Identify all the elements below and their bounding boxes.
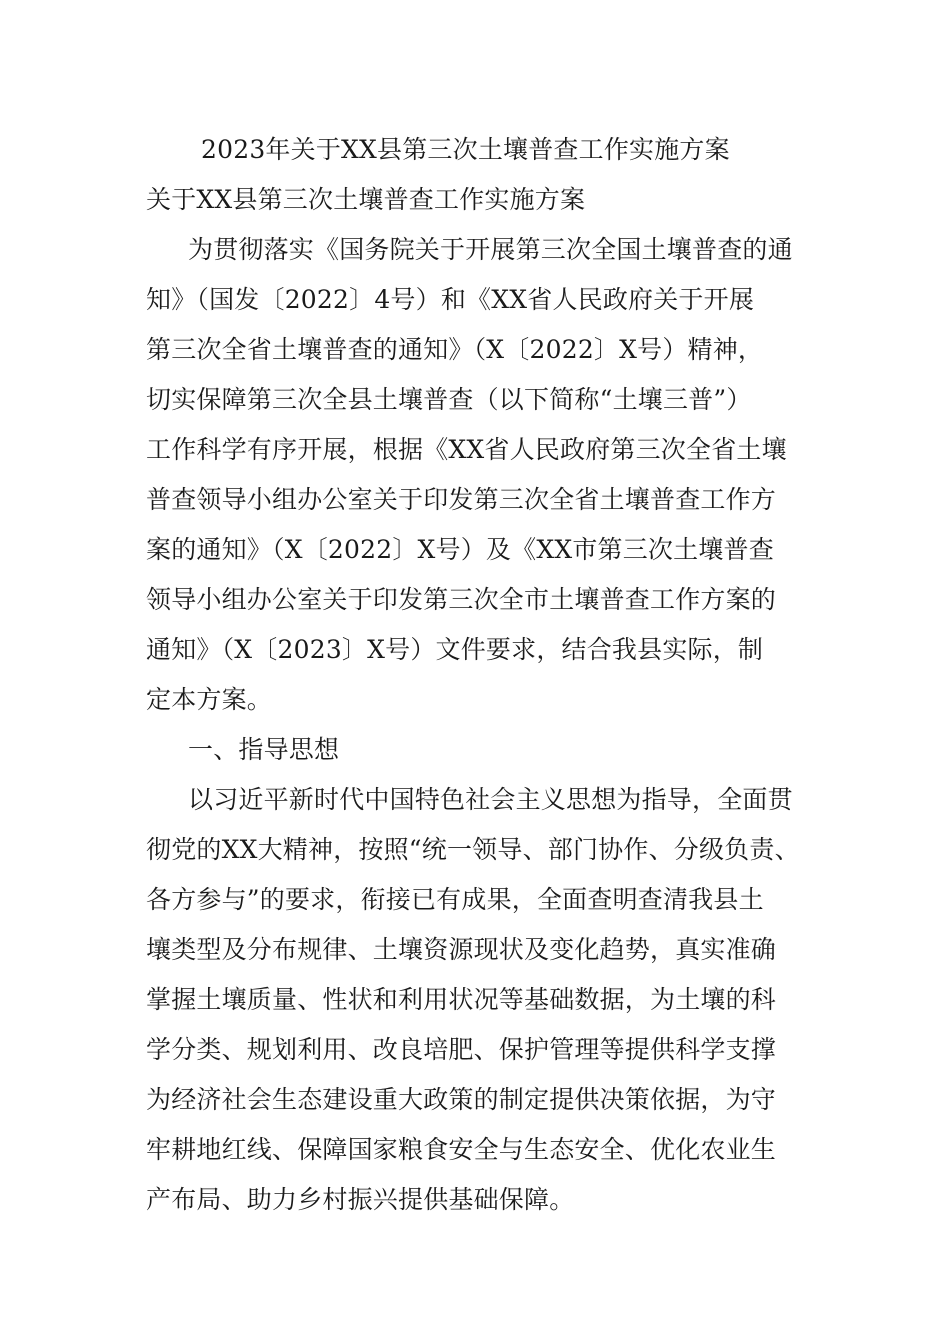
paragraph-line: 以习近平新时代中国特色社会主义思想为指导，全面贯 <box>188 785 793 814</box>
paragraph-line: 领导小组办公室关于印发第三次全市土壤普查工作方案的 <box>146 585 777 614</box>
paragraph-line: 掌握土壤质量、性状和利用状况等基础数据，为土壤的科 <box>146 985 777 1014</box>
paragraph-line: 产布局、助力乡村振兴提供基础保障。 <box>146 1185 575 1214</box>
paragraph-line: 切实保障第三次全县土壤普查（以下简称“土壤三普”） <box>146 385 752 414</box>
document-title: 2023年关于XX县第三次土壤普查工作实施方案 <box>201 135 730 164</box>
paragraph-line: 定本方案。 <box>146 685 273 714</box>
paragraph-line: 普查领导小组办公室关于印发第三次全省土壤普查工作方 <box>146 485 777 514</box>
paragraph-line: 为贯彻落实《国务院关于开展第三次全国土壤普查的通 <box>188 235 793 264</box>
document-subtitle: 关于XX县第三次土壤普查工作实施方案 <box>146 185 586 214</box>
paragraph-line: 第三次全省土壤普查的通知》（X〔2022〕X号）精神， <box>146 335 764 364</box>
paragraph-line: 工作科学有序开展，根据《XX省人民政府第三次全省土壤 <box>146 435 787 464</box>
paragraph-line: 彻党的XX大精神，按照“统一领导、部门协作、分级负责、 <box>146 835 800 864</box>
paragraph-line: 各方参与”的要求，衔接已有成果，全面查明查清我县土 <box>146 885 764 914</box>
paragraph-line: 学分类、规划利用、改良培肥、保护管理等提供科学支撑 <box>146 1035 777 1064</box>
paragraph-line: 为经济社会生态建设重大政策的制定提供决策依据，为守 <box>146 1085 777 1114</box>
section-heading: 一、指导思想 <box>188 735 340 764</box>
paragraph-line: 壤类型及分布规律、土壤资源现状及变化趋势，真实准确 <box>146 935 777 964</box>
paragraph-line: 通知》（X〔2023〕X号）文件要求，结合我县实际，制 <box>146 635 764 664</box>
paragraph-line: 知》（国发〔2022〕4号）和《XX省人民政府关于开展 <box>146 285 755 314</box>
paragraph-line: 案的通知》（X〔2022〕X号）及《XX市第三次土壤普查 <box>146 535 774 564</box>
paragraph-line: 牢耕地红线、保障国家粮食安全与生态安全、优化农业生 <box>146 1135 777 1164</box>
